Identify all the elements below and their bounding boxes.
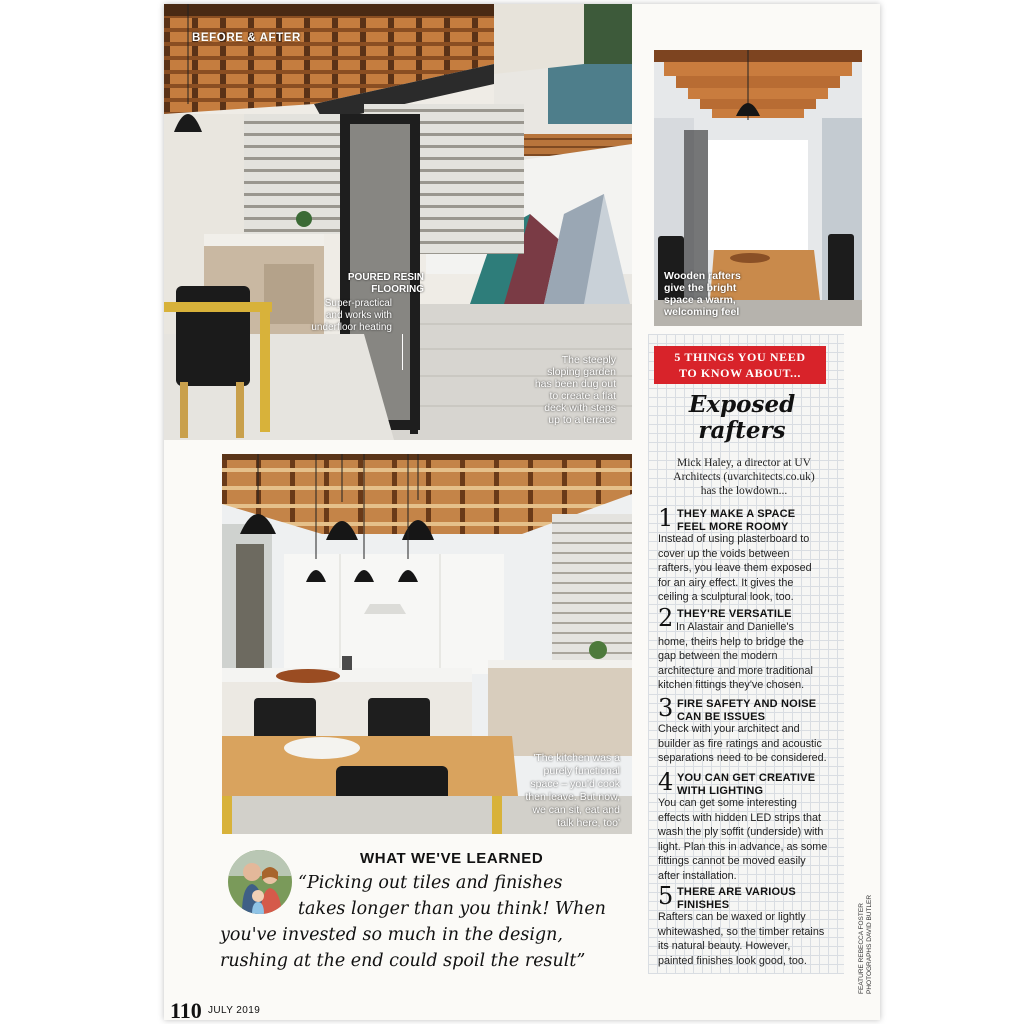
learned-heading: WHAT WE'VE LEARNED [360,850,544,867]
tip-heading-line-2: FEEL MORE ROOMY [677,520,789,533]
before-after-photo [164,4,632,440]
resin-flooring-callout [304,272,424,296]
tip-body-line: whitewashed, so the timber retains [658,925,825,938]
credit-line-1: FEATURE REBECCA FOSTER [858,903,865,994]
photo-credit [858,895,873,994]
tip-heading-line-1: FIRE SAFETY AND NOISE [677,698,817,710]
tip-heading [677,508,837,533]
garden-caption-line-1: The steeply [561,354,616,366]
tip-body [658,532,838,605]
kitchen-quote-line-6: talk here, too' [557,817,620,829]
five-things-banner [654,346,826,384]
sidebar-title-line-1: Exposed [688,391,796,418]
page-number: 110 [170,998,202,1020]
issue-date: JULY 2019 [208,1005,261,1016]
kitchen-quote-line-4: then leave. But now, [525,791,620,803]
intro-line-1: Mick Haley, a director at UV [676,457,811,469]
tip-body-line: rafters, you leave them exposed [658,562,812,574]
tip-body [658,796,838,883]
five-things-sidebar [648,334,844,974]
banner-line-1: 5 THINGS YOU NEED [674,350,806,364]
garden-caption [504,354,616,426]
tip-number: 1 [658,504,674,532]
tip-body-line: home, theirs help to bridge the [658,635,804,648]
tip-body-line: its natural beauty. However, [658,940,791,952]
tip-body [658,722,838,766]
rafters-caption-line-1: Wooden rafters [664,270,741,282]
tip-heading [677,772,837,797]
kitchen-quote-line-1: 'The kitchen was a [533,752,620,764]
tip-body-line: for an airy effect. It gives the [658,576,794,589]
resin-flooring-body [274,298,392,334]
tip-number: 4 [658,768,674,796]
tip-heading-line-2: CAN BE ISSUES [677,710,766,723]
rafters-caption-line-4: welcoming feel [664,306,740,318]
garden-caption-line-3: has been dug out [534,378,616,390]
callout-body-line-3: underfloor heating [311,322,392,333]
sidebar-intro [652,456,836,498]
tip-body-line: light. Plan this in advance, as some [658,840,828,853]
intro-line-2: Architects (uvarchitects.co.uk) [673,471,815,483]
garden-caption-line-6: up to a terrace [548,414,616,426]
tip-body-line: In Alastair and Danielle's [676,621,794,633]
callout-title-line-1: POURED RESIN [347,272,424,283]
kitchen-quote-line-3: space – you'd cook [530,778,620,790]
tip-body [658,620,838,635]
garden-caption-line-4: to create a flat [549,390,616,402]
tip-body-line: Rafters can be waxed or lightly [658,911,806,923]
tip-number: 2 [658,604,674,632]
tip-body-line: kitchen fittings they've chosen. [658,679,805,691]
rafters-caption-line-3: space a warm, [664,294,736,306]
garden-caption-line-2: sloping garden [547,366,616,378]
quote-line-4: rushing at the end could spoil the result” [220,951,586,971]
tip-heading-line-2: FINISHES [677,898,730,911]
tip-heading-line-1: THEY MAKE A SPACE [677,508,796,520]
tip-body-line: ceiling a sculptural look, too. [658,591,794,603]
tip-body-line: Instead of using plasterboard to [658,533,810,545]
callout-body-line-1: Super-practical [324,298,392,309]
quote-line-3: you've invested so much in the design, [220,925,563,945]
rafters-caption [664,270,741,318]
kitchen-quote [492,752,620,830]
callout-body-line-2: and works with [325,310,392,321]
kitchen-quote-line-5: we can sit, eat and [532,804,620,816]
tip-body-continued [658,635,838,693]
magazine-page [164,4,880,1020]
callout-pointer-line [402,334,403,370]
tip-body-line: separations need to be considered. [658,752,827,764]
banner-line-2: TO KNOW ABOUT... [679,366,801,380]
tip-heading [677,698,837,723]
before-after-label: BEFORE & AFTER [192,32,301,44]
tip-heading-line-2: WITH LIGHTING [677,784,764,797]
sidebar-title [648,392,836,444]
rafters-caption-line-2: give the bright [664,282,737,294]
tip-body-line: cover up the voids between [658,547,790,560]
tip-body-line: painted finishes look good, too. [658,954,807,967]
tip-body [658,910,838,968]
kitchen-quote-line-2: purely functional [543,765,620,777]
tip-body-line: architecture and more traditional [658,664,813,677]
tip-heading-line-1: THERE ARE VARIOUS [677,886,796,898]
tip-heading-line-1: THEY'RE VERSATILE [677,608,792,620]
tip-body-line: gap between the modern [658,650,778,662]
tip-heading [677,886,837,911]
credit-line-2: PHOTOGRAPHS DAVID BUTLER [865,894,873,994]
tip-body-line: fittings cannot be moved easily [658,855,806,867]
kitchen-photo [222,454,632,834]
tip-number: 5 [658,882,674,910]
tip-body-line: You can get some interesting [658,797,797,809]
quote-line-2: takes longer than you think! When [298,899,606,919]
tip-heading-line-1: YOU CAN GET CREATIVE [677,772,816,784]
tip-body-line: Check with your architect and [658,723,800,735]
dining-rafters-photo [654,50,862,326]
garden-caption-line-5: deck with steps [544,402,616,414]
sidebar-title-line-2: rafters [698,417,786,444]
tip-body-line: wash the ply soffit (underside) with [658,826,824,838]
intro-line-3: has the lowdown... [700,485,788,497]
learned-quote [220,870,650,974]
tip-body-line: after installation. [658,869,737,882]
tip-number: 3 [658,694,674,722]
tip-heading [677,608,837,621]
tip-body-line: effects with hidden LED strips that [658,811,822,824]
quote-line-1: “Picking out tiles and finishes [298,873,563,893]
tip-body-line: builder as fire ratings and acoustic [658,737,822,750]
callout-title-line-2: FLOORING [371,284,424,295]
